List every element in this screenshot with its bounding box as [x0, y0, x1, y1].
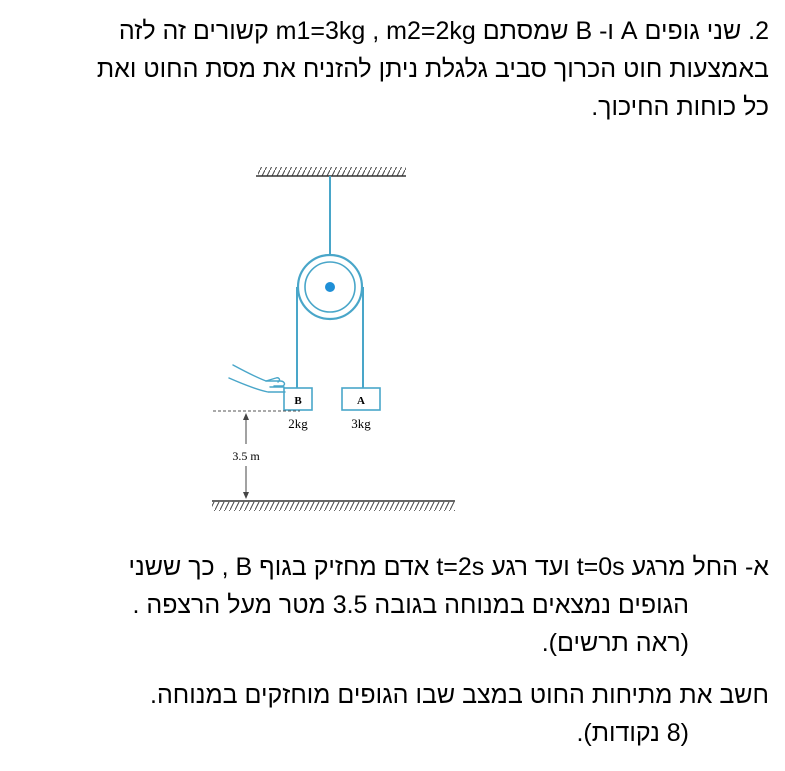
pulley: [298, 255, 362, 319]
part-a-text: [129, 548, 769, 662]
task-text: [150, 676, 769, 752]
task-points: (8 נקודות).: [576, 719, 689, 747]
block-b-mass: 2kg: [288, 416, 308, 431]
block-a-mass: 3kg: [351, 416, 371, 431]
pulley-diagram: [0, 150, 785, 530]
height-label: 3.5 m: [232, 449, 260, 463]
hand-icon: [229, 365, 285, 392]
block-b-label: B: [294, 395, 302, 407]
question-text: [9, 12, 769, 126]
block-a: [342, 388, 380, 431]
question-line-2: באמצעות חוט הכרוך סביב גלגלת ניתן להזניח את מסת החוט ואת: [96, 55, 769, 83]
question-line-1: 2. שני גופים A ו- B שמסתם m1=3kg , m2=2kg קשורים זה לזה: [118, 17, 769, 45]
question-line-3: כל כוחות החיכוך.: [591, 93, 769, 121]
floor: [212, 501, 455, 511]
block-a-label: A: [357, 395, 365, 407]
block-b: [284, 388, 312, 431]
task-line-1: חשב את מתיחות החוט במצב שבו הגופים מוחזקים במנוחה.: [150, 681, 769, 709]
part-a-line-2: הגופים נמצאים במנוחה בגובה 3.5 מטר מעל הרצפה .: [132, 591, 689, 619]
ceiling: [256, 167, 406, 176]
part-a-line-1: א- החל מרגע t=0s ועד רגע t=2s אדם מחזיק בגוף B , כך ששני: [128, 553, 769, 581]
part-a-line-3: (ראה תרשים).: [541, 629, 689, 657]
height-arrow: [232, 413, 260, 499]
